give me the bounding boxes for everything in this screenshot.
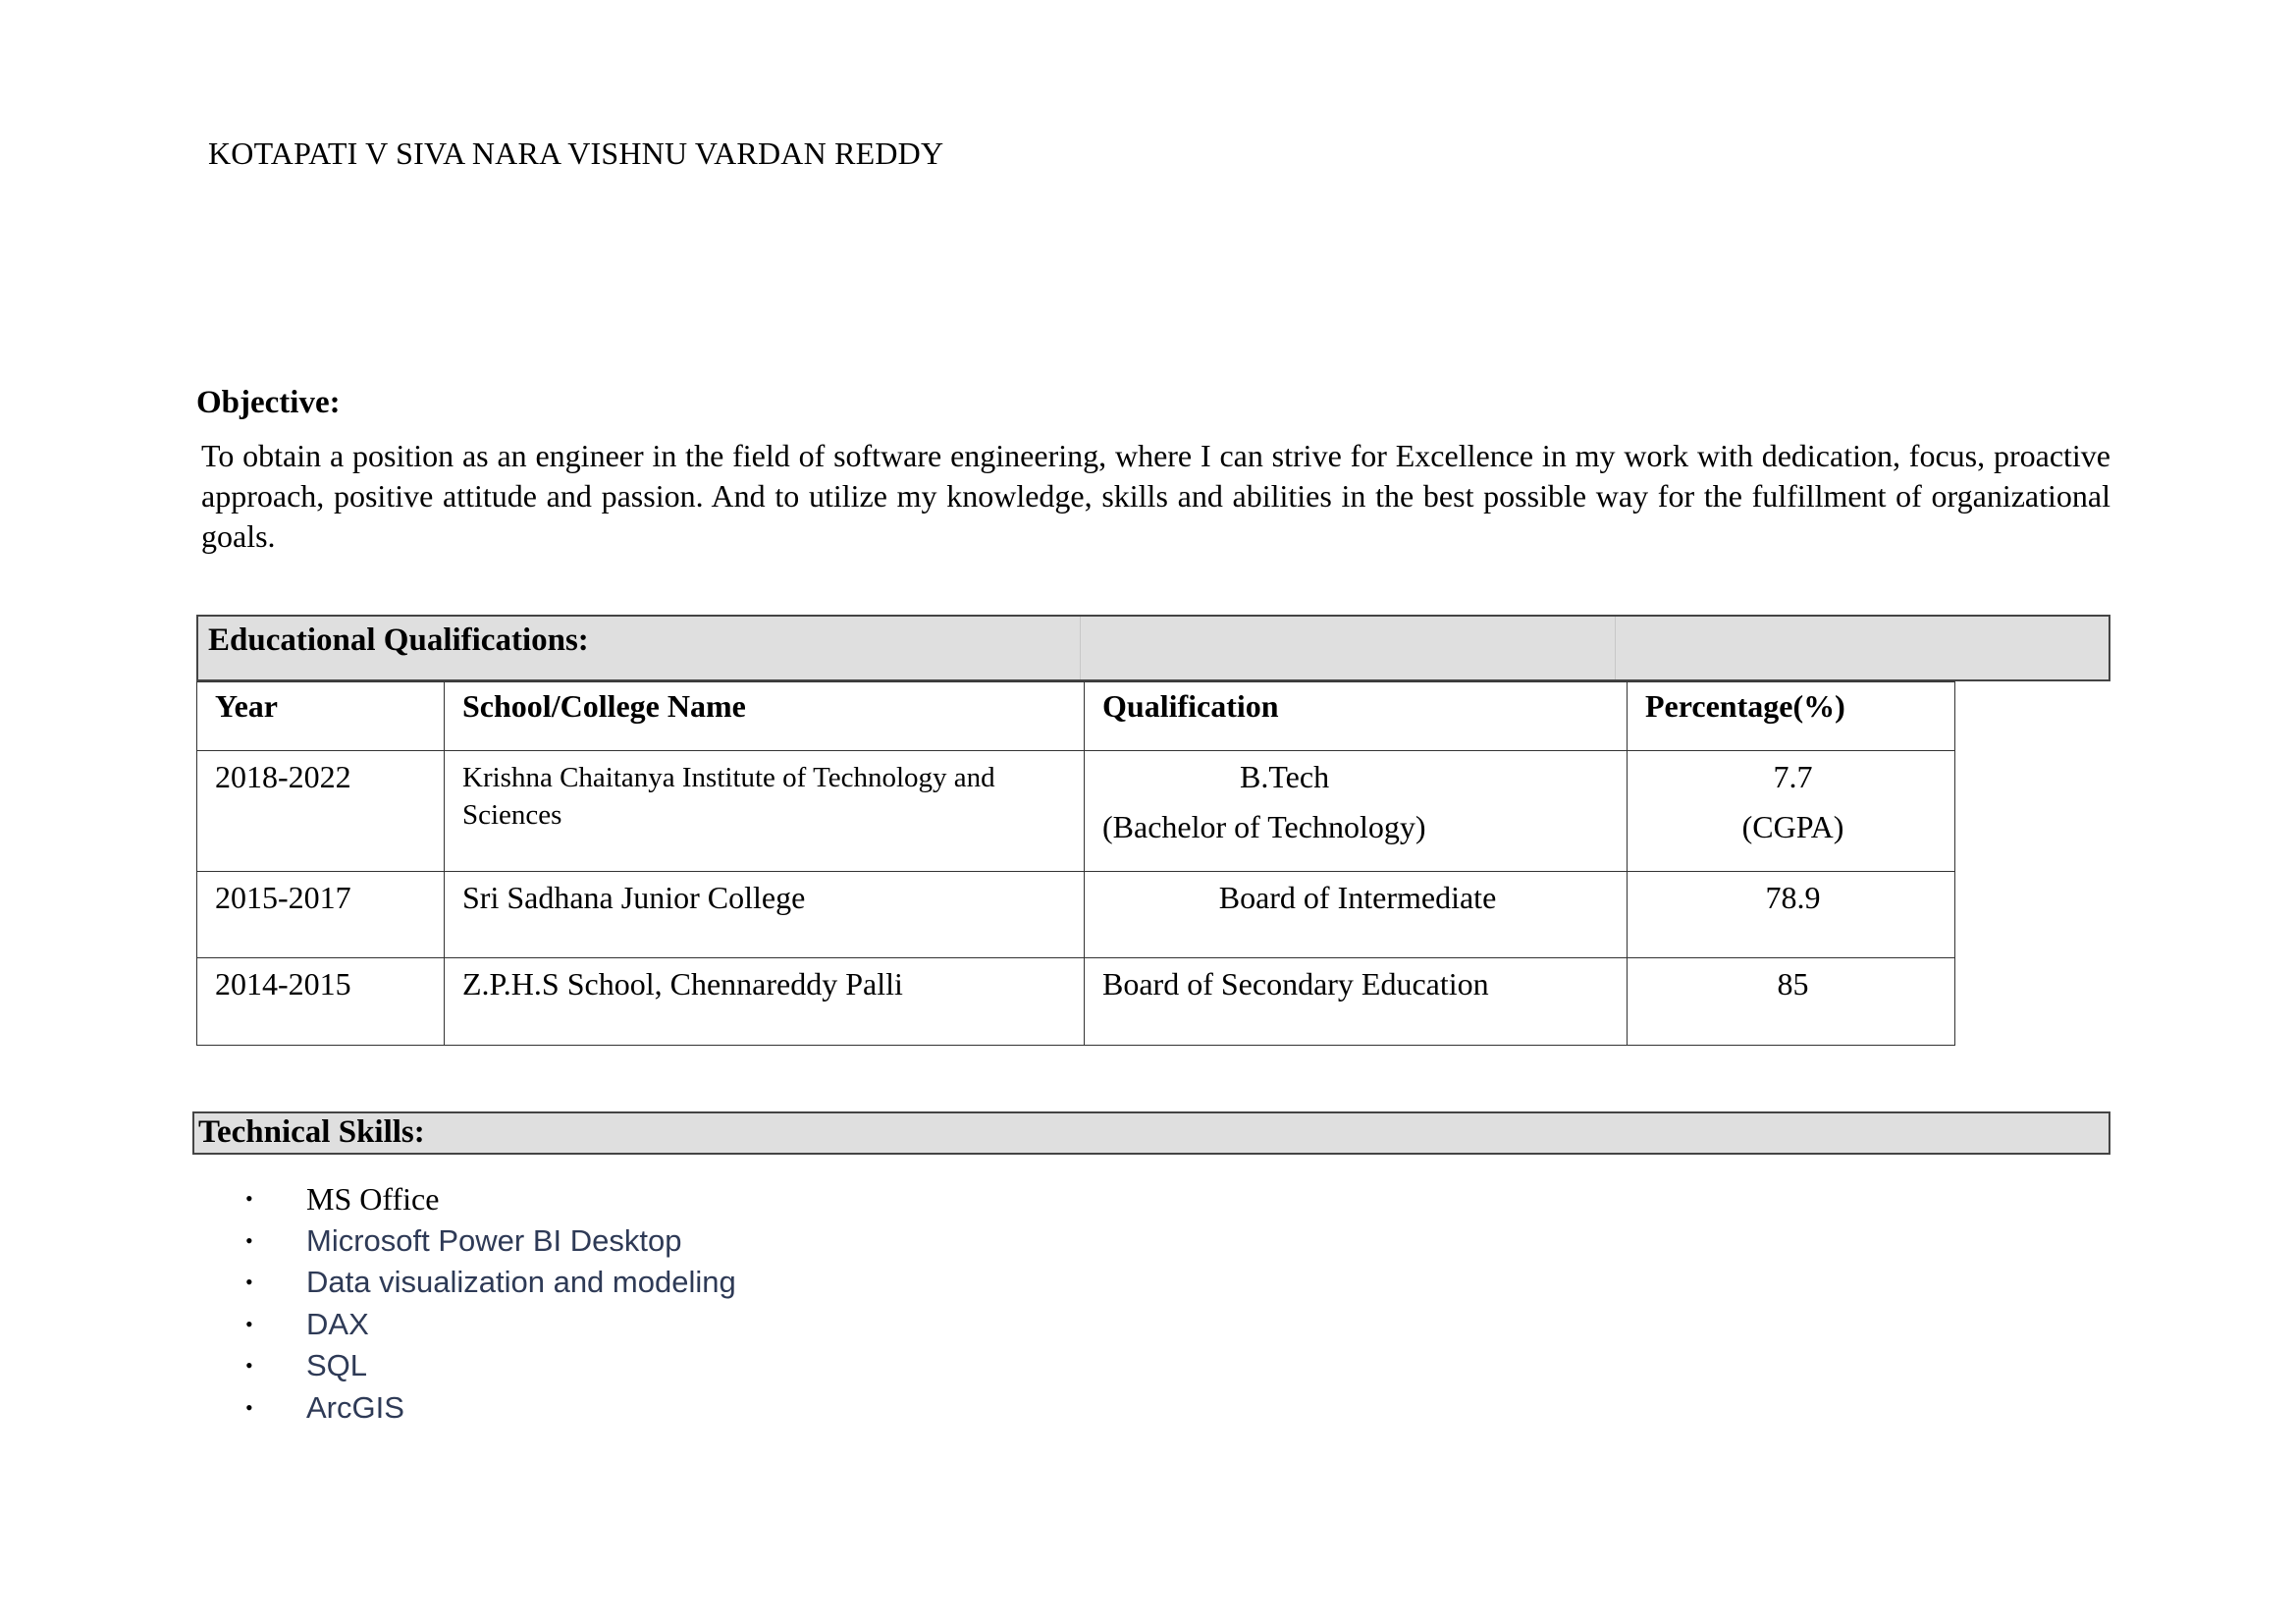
- skill-label: SQL: [306, 1348, 368, 1382]
- column-header-percentage: Percentage(%): [1628, 682, 1955, 751]
- table-row: [197, 751, 1955, 872]
- bullet-icon: •: [245, 1394, 253, 1420]
- table-row: [197, 872, 1955, 958]
- objective-text: To obtain a position as an engineer in the field of software engineering, where I can strive for Excellence in my work with dedication, focus, proactive approach, positive attitude and passion. And to utilize my knowledge, skills and abilities in the best possible way for the fulfillment of organizational goals.: [201, 438, 2110, 554]
- year-cell: 2014-2015: [197, 958, 445, 1046]
- school-cell: Krishna Chaitanya Institute of Technology and Sciences: [445, 751, 1085, 872]
- qualification-cell: [1085, 751, 1628, 872]
- bullet-icon: •: [245, 1186, 253, 1211]
- column-header-school: School/College Name: [445, 682, 1085, 751]
- education-section-header: [196, 615, 2110, 681]
- percentage-value: 7.7: [1773, 759, 1813, 794]
- skill-label: MS Office: [306, 1181, 440, 1217]
- skill-label: DAX: [306, 1306, 369, 1341]
- education-table: [196, 681, 1955, 1046]
- school-cell: Z.P.H.S School, Chennareddy Palli: [445, 958, 1085, 1046]
- school-cell: Sri Sadhana Junior College: [445, 872, 1085, 958]
- qualification-cell: Board of Secondary Education: [1085, 958, 1628, 1046]
- list-item: [245, 1345, 736, 1387]
- column-header-year: Year: [197, 682, 445, 751]
- list-item: [245, 1178, 736, 1220]
- skills-heading: Technical Skills:: [198, 1114, 425, 1150]
- qualification-name: B.Tech: [1240, 759, 1330, 794]
- skills-section-header: [192, 1111, 2110, 1155]
- bullet-icon: •: [245, 1227, 253, 1253]
- percentage-cell: 78.9: [1628, 872, 1955, 958]
- skills-list: [245, 1178, 736, 1429]
- qualification-cell: Board of Intermediate: [1085, 872, 1628, 958]
- bullet-icon: •: [245, 1311, 253, 1336]
- bullet-icon: •: [245, 1270, 253, 1294]
- qualification-detail: (Bachelor of Technology): [1102, 809, 1426, 844]
- year-cell: 2015-2017: [197, 872, 445, 958]
- list-item: [245, 1304, 736, 1346]
- table-header-row: [197, 682, 1955, 751]
- skill-label: Data visualization and modeling: [306, 1265, 736, 1299]
- objective-heading: Objective:: [196, 385, 341, 420]
- skill-label: ArcGIS: [306, 1389, 404, 1425]
- skill-label: Microsoft Power BI Desktop: [306, 1222, 682, 1258]
- education-heading: Educational Qualifications:: [208, 623, 589, 658]
- list-item: [245, 1220, 736, 1263]
- list-item: [245, 1262, 736, 1304]
- list-item: [245, 1387, 736, 1430]
- table-row: [197, 958, 1955, 1046]
- column-header-qualification: Qualification: [1085, 682, 1628, 751]
- percentage-detail: (CGPA): [1741, 809, 1844, 844]
- percentage-cell: [1628, 751, 1955, 872]
- percentage-cell: 85: [1628, 958, 1955, 1046]
- candidate-name: KOTAPATI V SIVA NARA VISHNU VARDAN REDDY: [208, 135, 944, 171]
- year-cell: 2018-2022: [197, 751, 445, 872]
- bullet-icon: •: [245, 1353, 253, 1378]
